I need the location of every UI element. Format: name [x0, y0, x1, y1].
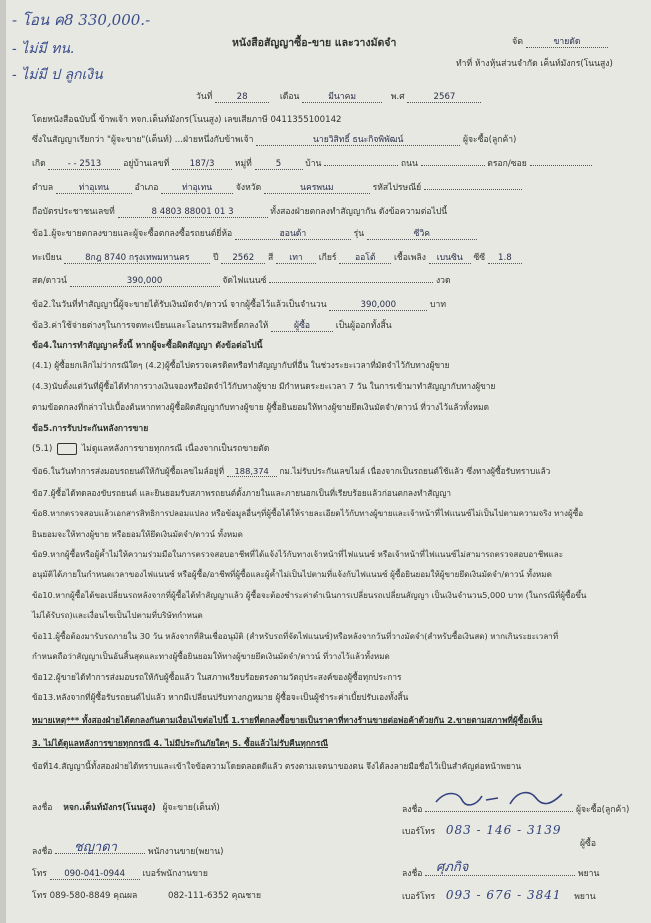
- buyer-line: [32, 132, 516, 146]
- staff-phone-caption: เบอร์พนักงานขาย: [142, 869, 208, 879]
- clause-4-title: ข้อ4.ในการทำสัญญาครั้งนี้ หากผู้จะซื้อผิดสัญญา ดังข้อต่อไปนี้: [32, 341, 263, 351]
- remarks-label: หมายเหตุ*** ทั้งสองฝ่ายได้ตกลงกันตามเงื่อนไขต่อไปนี้: [32, 715, 229, 725]
- warranty-checkbox[interactable]: [57, 443, 77, 455]
- cc-label: ซีซี: [473, 253, 486, 263]
- road-label: ถนน: [400, 159, 418, 169]
- id-line: [32, 204, 447, 218]
- postcode-value: [424, 189, 522, 190]
- gear-label: เกียร์: [318, 253, 337, 263]
- office-phone-1: โทร 089-580-8849 คุณผล: [32, 891, 138, 901]
- id-post: ทั้งสองฝ่ายตกลงทำสัญญากัน ดังข้อความต่อไปนี้: [270, 207, 448, 217]
- moo-value: 5: [255, 159, 303, 170]
- car-year-label: ปี: [213, 253, 219, 263]
- car-color-label: สี: [268, 253, 274, 263]
- clause-6: [32, 464, 550, 478]
- clause-8b: ยินยอมจะให้ทางผู้ขาย หรือยอมให้ยึดเงินมัดจำ/ดาวน์ ทั้งหมด: [32, 529, 243, 539]
- car-color-value: เทา: [276, 253, 316, 264]
- staff-sign-label: ลงชื่อ: [32, 847, 53, 857]
- clause-6-pre: ข้อ6.ในวันทำการส่งมอบรถยนต์ให้กับผู้ซื้อเลขไมล์อยู่ที่: [32, 466, 225, 476]
- clause-5-1: [32, 441, 269, 455]
- handwritten-note-no-lawyer: - ไม่มี ทน.: [12, 41, 75, 57]
- year-value: 2567: [407, 92, 481, 103]
- buyer-sign-label: ลงชื่อ: [402, 805, 423, 815]
- buyer-phone-line: [402, 823, 562, 838]
- tambon-label: ตำบล: [32, 183, 54, 193]
- contract-place: ทำที่ ห้างหุ้นส่วนจำกัด เค็นท์มังกร(โนนสูง): [456, 59, 613, 69]
- remarks-line-1: [32, 713, 542, 727]
- staff-phone-label: โทร: [32, 869, 47, 879]
- house-value: 187/3: [172, 159, 232, 170]
- clause-6-post: กม.ไม่รับประกันเลขไมล์ เนื่องจากเป็นรถยนต์ใช้แล้ว ซึ่งทางผู้ซื้อรับทราบแล้ว: [279, 466, 551, 476]
- soi-value: [530, 165, 592, 166]
- handwritten-note-transfer: - โอน ค8 330,000.-: [12, 11, 151, 29]
- buyer-phone-label: เบอร์โทร: [402, 827, 436, 837]
- staff-signature-name: ชญาดา: [74, 840, 117, 855]
- buyer-role: ผู้จะซื้อ(ลูกค้า): [575, 805, 630, 815]
- amphoe-value: ท่าอุเทน: [161, 183, 233, 194]
- remarks-line-2: 3. ไม่ได้ดูแลหลังการขายทุกกรณี 4. ไม่มีประกันภัยใดๆ 5. ซื้อแล้วไม่รับคืนทุกกรณี: [32, 738, 329, 748]
- clause-5-1-text: ไม่ดูแลหลังการขายทุกกรณี เนื่องจากเป็นรถขายตัด: [81, 444, 270, 454]
- moo-label: หมู่ที่: [234, 159, 252, 169]
- road-value: [421, 165, 485, 166]
- witness-role-b: พยาน: [574, 892, 596, 902]
- clause-11b: กำหนดถือว่าสัญญาเป็นอันสิ้นสุดและทางผู้ซื้อยินยอมให้ทางผู้ขายยึดเงินมัดจำ/ดาวน์ ที่วางไว้แล้วทั้งหมด: [32, 651, 390, 661]
- postcode-label: รหัสไปรษณีย์: [372, 183, 422, 193]
- province-label: จังหวัด: [235, 183, 262, 193]
- witness-phone: 093 - 676 - 3841: [445, 888, 562, 902]
- birth-value: - - 2513: [48, 159, 120, 170]
- amphoe-label: อำเภอ: [134, 183, 159, 193]
- day-value: 28: [215, 92, 269, 103]
- plate-value: 8กฎ 8740 กรุงเทพมหานคร: [64, 253, 210, 264]
- staff-phone: 090-041-0944: [50, 869, 140, 880]
- price-line: [32, 273, 451, 287]
- staff-role: พนักงานขาย(พยาน): [147, 847, 224, 857]
- finance-value: [269, 282, 433, 283]
- month-value: มีนาคม: [302, 92, 382, 103]
- clause-2-pre: ข้อ2.ในวันที่ทำสัญญานี้ผู้จะขายได้รับเงินมัดจำ/ดาวน์ จากผู้ซื้อไว้แล้วเป็นจำนวน: [32, 300, 327, 310]
- fuel-value: เบนซิน: [429, 253, 471, 264]
- price-value: 390,000: [70, 276, 220, 287]
- id-value: 8 4803 88001 01 3: [118, 207, 268, 218]
- tambon-value: ท่าอุเทน: [56, 183, 132, 194]
- witness-phone-label: เบอร์โทร: [402, 892, 436, 902]
- clause-10a: ข้อ10.หากผู้ซื้อได้ขอเปลี่ยนรถหลังจากที่ผู้ซื้อได้ทำสัญญาแล้ว ผู้ซื้อจะต้องชำระค่าดำเนินการเปลี่ยนรถเปลี่ยนสัญญา เป็นเงินจำนวน5,000 บาท (ในกรณีที่ผู้ซื้อขึ้น: [32, 590, 587, 600]
- village-value: [324, 165, 398, 166]
- clause-3-pre: ข้อ3.ค่าใช้จ่ายต่างๆในการจดทะเบียนและโอนกรรมสิทธิ์ตกลงให้: [32, 321, 269, 331]
- buyer-line-pre: ซึ่งในสัญญาเรียกว่า "ผู้จะขาย"(เต็นท์) ...ฝ่ายหนึ่งกับข้าพเจ้า: [32, 135, 254, 145]
- contract-type: [512, 34, 608, 48]
- car-year-value: 2562: [221, 253, 265, 264]
- office-phones: [32, 888, 261, 902]
- mileage-value: 188,374: [227, 466, 277, 477]
- seller-name: หจก.เต็นท์มังกร(โนนสูง): [63, 803, 156, 813]
- clause-2: [32, 297, 446, 311]
- province-value: นครพนม: [264, 183, 370, 194]
- office-phone-2: 082-111-6352 คุณชาย: [168, 891, 262, 901]
- clause-9b: อนุมัติได้ภายในกำหนดเวลาของไฟแนนซ์ หรือผู้ซื้อ/อาชีพที่ผู้ซื้อและผู้ค้ำไม่เป็นไปตามที่แจ้งกับไฟแนนซ์ ผู้ซื้อยินยอมให้ผู้ขายยึดเงินมัดจำ/ดาวน์ ทั้งหมด: [32, 569, 552, 579]
- clause-2-post: บาท: [430, 300, 446, 310]
- deposit-value: 390,000: [329, 300, 427, 311]
- village-label: บ้าน: [305, 159, 322, 169]
- clause-4-1: (4.1) ผู้ซื้อยกเลิกไม่ว่ากรณีใดๆ (4.2)ผู้ซื้อไปตรวจเครดิตหรือทำสัญญากับที่อื่น ในช่วงระยะเวลาที่มัดจำไว้กับทางผู้ขาย: [32, 360, 450, 370]
- day-label: วันที่: [196, 92, 213, 102]
- paper-edge: [0, 0, 6, 923]
- gear-value: ออโต้: [339, 253, 391, 264]
- clause-10b: ไม่ได้รับรถ)และเงื่อนไขเป็นไปตามที่บริษัทกำหนด: [32, 610, 203, 620]
- clause-3: [32, 318, 392, 332]
- buyer-line-post: ผู้จะซื้อ(ลูกค้า): [462, 135, 517, 145]
- clause-14: ข้อที่14.สัญญานี้ทั้งสองฝ่ายได้ทราบและเข้าใจข้อความโดยตลอดดีแล้ว ตรงตามเจตนาของตน จึงได้ลงลายมือชื่อไว้เป็นสำคัญต่อหน้าพยาน: [32, 761, 522, 771]
- clause-5-title: ข้อ5.การรับประกันหลังการขาย: [32, 424, 149, 434]
- plate-label: ทะเบียน: [32, 253, 62, 263]
- remarks-text-1: 1.รายที่ตกลงซื้อขายเป็นราคาที่ทางร้านขายต่อพ่อค้าด้วยกัน 2.ขายตามสภาพที่ผู้ซื้อเห็น: [231, 715, 543, 725]
- buyer-signature-scribble: [432, 786, 572, 810]
- witness-phone-line: [402, 888, 596, 903]
- birth-label: เกิด: [32, 159, 46, 169]
- clause-1: [32, 226, 477, 240]
- staff-phone-line: [32, 866, 208, 880]
- car-model-value: ซีวิค: [367, 229, 477, 240]
- finance-label: จัดไฟแนนซ์: [222, 276, 267, 286]
- address-line: [32, 156, 592, 170]
- clause-4-3b: ตามข้อตกลงที่กล่าวไปเบื้องต้นหากทางผู้ซื้อผิดสัญญากับทางผู้ขาย ผู้ซื้อยินยอมให้ทางผู้ขายยึดเงินมัดจำ/ดาวน์ ที่วางไว้แล้วทั้งหมด: [32, 402, 490, 412]
- witness-signature: [402, 866, 599, 880]
- term-label: งวด: [435, 276, 451, 286]
- fee-payer-value: ผู้ซื้อ: [271, 321, 333, 332]
- clause-5-1-number: (5.1): [32, 444, 53, 454]
- fuel-label: เชื้อเพลิง: [393, 253, 426, 263]
- witness-signature-name: ศุภกิจ: [436, 860, 469, 875]
- witness-sign-label: ลงชื่อ: [402, 869, 423, 879]
- contract-type-label: จัด: [512, 37, 524, 47]
- house-label: อยู่บ้านเลขที่: [123, 159, 170, 169]
- clause-3-post: เป็นผู้ออกทั้งสิ้น: [335, 321, 392, 331]
- car-model-label: รุ่น: [353, 229, 365, 239]
- buyer-role-b: ผู้ซื้อ: [580, 839, 597, 849]
- clause-1-pre: ข้อ1.ผู้จะขายตกลงขายและผู้จะซื้อตกลงซื้อรถยนต์ยี่ห้อ: [32, 229, 233, 239]
- contract-title: หนังสือสัญญาซื้อ-ขาย และวางมัดจำ: [232, 37, 397, 49]
- clause-7: ข้อ7.ผู้ซื้อได้ทดลองขับรถยนต์ และยินยอมรับสภาพรถยนต์ตั้งภายในและภายนอกเป็นที่เรียบร้อยแล้วก่อนตกลงทำสัญญา: [32, 488, 452, 498]
- buyer-name: นายวิสิทธิ์ ธนะกิจพิพัฒน์: [256, 135, 460, 146]
- contract-type-value: ขายดัด: [526, 37, 608, 48]
- company-line: โดยหนังสือฉบับนี้ ข้าพเจ้า หจก.เต็นท์มังกร(โนนสูง) เลขเสียภาษี 0411355100142: [32, 115, 342, 125]
- id-label: ถือบัตรประชาชนเลขที่: [32, 207, 115, 217]
- registration-line: [32, 250, 522, 264]
- month-label: เดือน: [279, 92, 300, 102]
- car-brand-value: ฮอนด้า: [235, 229, 351, 240]
- witness-role: พยาน: [577, 869, 600, 879]
- soi-label: ตรอก/ซอย: [487, 159, 527, 169]
- price-label: สด/ดาวน์: [32, 276, 67, 286]
- clause-9a: ข้อ9.หากผู้ซื้อหรือผู้ค้ำไม่ให้ความร่วมมือในการตรวจสอบอาชีพที่ได้แจ้งไว้กับทางเจ้าหน้าที่ไฟแนนซ์ หรือเจ้าหน้าที่ไฟแนนซ์ไม่สามารถตรวจสอบอาชีพและ: [32, 549, 564, 559]
- seller-sign-label: ลงชื่อ: [32, 803, 53, 813]
- buyer-phone: 083 - 146 - 3139: [445, 823, 562, 837]
- clause-8a: ข้อ8.หากตรวจสอบแล้วเอกสารสิทธิการปลอมแปลง หรือข้อมูลอื่นๆที่ผู้ซื้อได้ให้รายละเอียดไว้กับทางผู้ขายและเจ้าหน้าที่ไฟแนนซ์ไม่เป็นไปตามความจริง ทางผู้ซื้อ: [32, 508, 584, 518]
- contract-date: [196, 89, 481, 103]
- year-label: พ.ศ: [390, 92, 405, 102]
- district-line: [32, 180, 522, 194]
- clause-11a: ข้อ11.ผู้ซื้อต้องมารับรถภายใน 30 วัน หลังจากที่สินเชื่ออนุมัติ (สำหรับรถที่จัดไฟแนนซ์)หรือหลังจากวันที่วางมัดจำ(สำหรับซื้อเงินสด) หากเกินระยะเวลาที่: [32, 631, 559, 641]
- seller-role: ผู้จะขาย(เต็นท์): [162, 803, 220, 813]
- buyer-signature-line: [425, 811, 573, 812]
- handwritten-note-no-loan: - ไม่มี ป ลูกเงิน: [12, 67, 103, 83]
- clause-4-3a: (4.3)นับตั้งแต่วันที่ผู้ซื้อได้ทำการวางเงินจองหรือมัดจำไว้กับทางผู้ขาย มีกำหนดระยะเวลา 7 วัน ในการเข้ามาทำสัญญากับทางผู้ขาย: [32, 381, 496, 391]
- clause-12: ข้อ12.ผู้ขายได้ทำการส่งมอบรถให้กับผู้ซื้อแล้ว ในสภาพเรียบร้อยตรงตามวัตถุประสงค์ของผู้ซื้อทุกประการ: [32, 672, 402, 682]
- clause-13: ข้อ13.หลังจากที่ผู้ซื้อรับรถยนต์ไปแล้ว หากมีเปลี่ยนปรับทางกฎหมาย ผู้ซื้อจะเป็นผู้ชำระค่าเบี้ยปรับเองทั้งสิ้น: [32, 692, 409, 702]
- cc-value: 1.8: [488, 253, 522, 264]
- seller-signature: [32, 800, 220, 814]
- staff-signature: [32, 844, 223, 858]
